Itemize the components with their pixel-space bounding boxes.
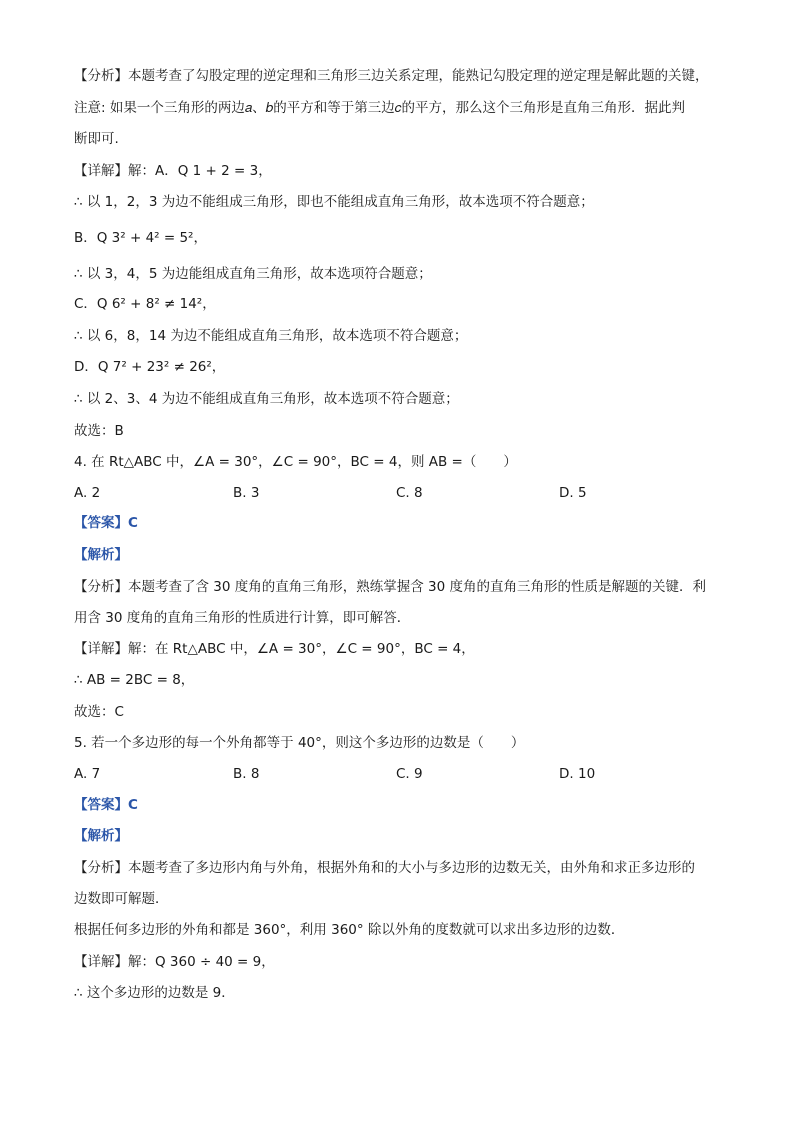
q4-detail-line-1: 【详解】解：在 Rt△ABC 中，∠A = 30°，∠C = 90°，BC = 4， <box>74 641 475 657</box>
q4-option-b: B. 3 <box>233 485 260 501</box>
detail-line-d: D．Q 7² + 23² ≠ 26²， <box>74 359 226 375</box>
q4-analysis-line-1: 【分析】本题考查了含 30 度角的直角三角形，熟练掌握含 30 度角的直角三角形的性质是解题的关键．利 <box>74 579 707 595</box>
detail-line-d-conclusion: ∴ 以 2、3、4 为边不能组成直角三角形，故本选项不符合题意； <box>74 391 459 407</box>
q4-jiexi-label: 【解析】 <box>74 547 128 563</box>
detail-line-b: B．Q 3² + 4² = 5²， <box>74 230 207 246</box>
detail-line-a-conclusion: ∴ 以 1，2，3 为边不能组成三角形，即也不能组成直角三角形，故本选项不符合题意； <box>74 194 594 210</box>
q4-detail-line-2: ∴ AB = 2BC = 8， <box>74 672 195 688</box>
q5-answer-label: 【答案】C <box>74 797 138 813</box>
analysis-line-1: 【分析】本题考查了勾股定理的逆定理和三角形三边关系定理，能熟记勾股定理的逆定理是解此题的关键， <box>74 68 709 84</box>
q4-choice-line: 故选：C <box>74 704 124 720</box>
q5-option-a: A. 7 <box>74 766 101 782</box>
q5-analysis-line-3: 根据任何多边形的外角和都是 360°，利用 360° 除以外角的度数就可以求出多边形的边数． <box>74 922 625 938</box>
q5-jiexi-label: 【解析】 <box>74 828 128 844</box>
q5-option-d: D. 10 <box>559 766 596 782</box>
detail-line-b-conclusion: ∴ 以 3，4，5 为边能组成直角三角形，故本选项符合题意； <box>74 266 432 282</box>
q4-option-c: C. 8 <box>396 485 423 501</box>
analysis-line-3: 断即可. <box>74 131 119 147</box>
answer-choice-line: 故选：B <box>74 423 124 439</box>
q5-option-b: B. 8 <box>233 766 260 782</box>
q5-analysis-line-2: 边数即可解题． <box>74 891 169 907</box>
analysis-line-2: 注意: 如果一个三角形的两边𝑎、𝑏的平方和等于第三边𝑐的平方，那么这个三角形是直角三角形．据此判 <box>74 100 686 116</box>
detail-line-c-conclusion: ∴ 以 6，8，14 为边不能组成直角三角形，故本选项不符合题意； <box>74 328 468 344</box>
detail-line-a: 【详解】解：A．Q 1 + 2 = 3， <box>74 163 272 179</box>
detail-line-c: C．Q 6² + 8² ≠ 14²， <box>74 296 216 312</box>
question-4: 4. 在 Rt△ABC 中，∠A = 30°，∠C = 90°，BC = 4，则 AB =（ ） <box>74 454 517 470</box>
q5-option-c: C. 9 <box>396 766 423 782</box>
q4-analysis-line-2: 用含 30 度角的直角三角形的性质进行计算，即可解答． <box>74 610 411 626</box>
q5-detail-line-2: ∴ 这个多边形的边数是 9． <box>74 985 235 1001</box>
q4-option-d: D. 5 <box>559 485 587 501</box>
q4-answer-label: 【答案】C <box>74 515 138 531</box>
q5-analysis-line-1: 【分析】本题考查了多边形内角与外角，根据外角和的大小与多边形的边数无关，由外角和求正多边形的 <box>74 860 695 876</box>
q5-detail-line-1: 【详解】解：Q 360 ÷ 40 = 9， <box>74 954 275 970</box>
question-5: 5. 若一个多边形的每一个外角都等于 40°，则这个多边形的边数是（ ） <box>74 735 525 751</box>
q4-option-a: A. 2 <box>74 485 101 501</box>
